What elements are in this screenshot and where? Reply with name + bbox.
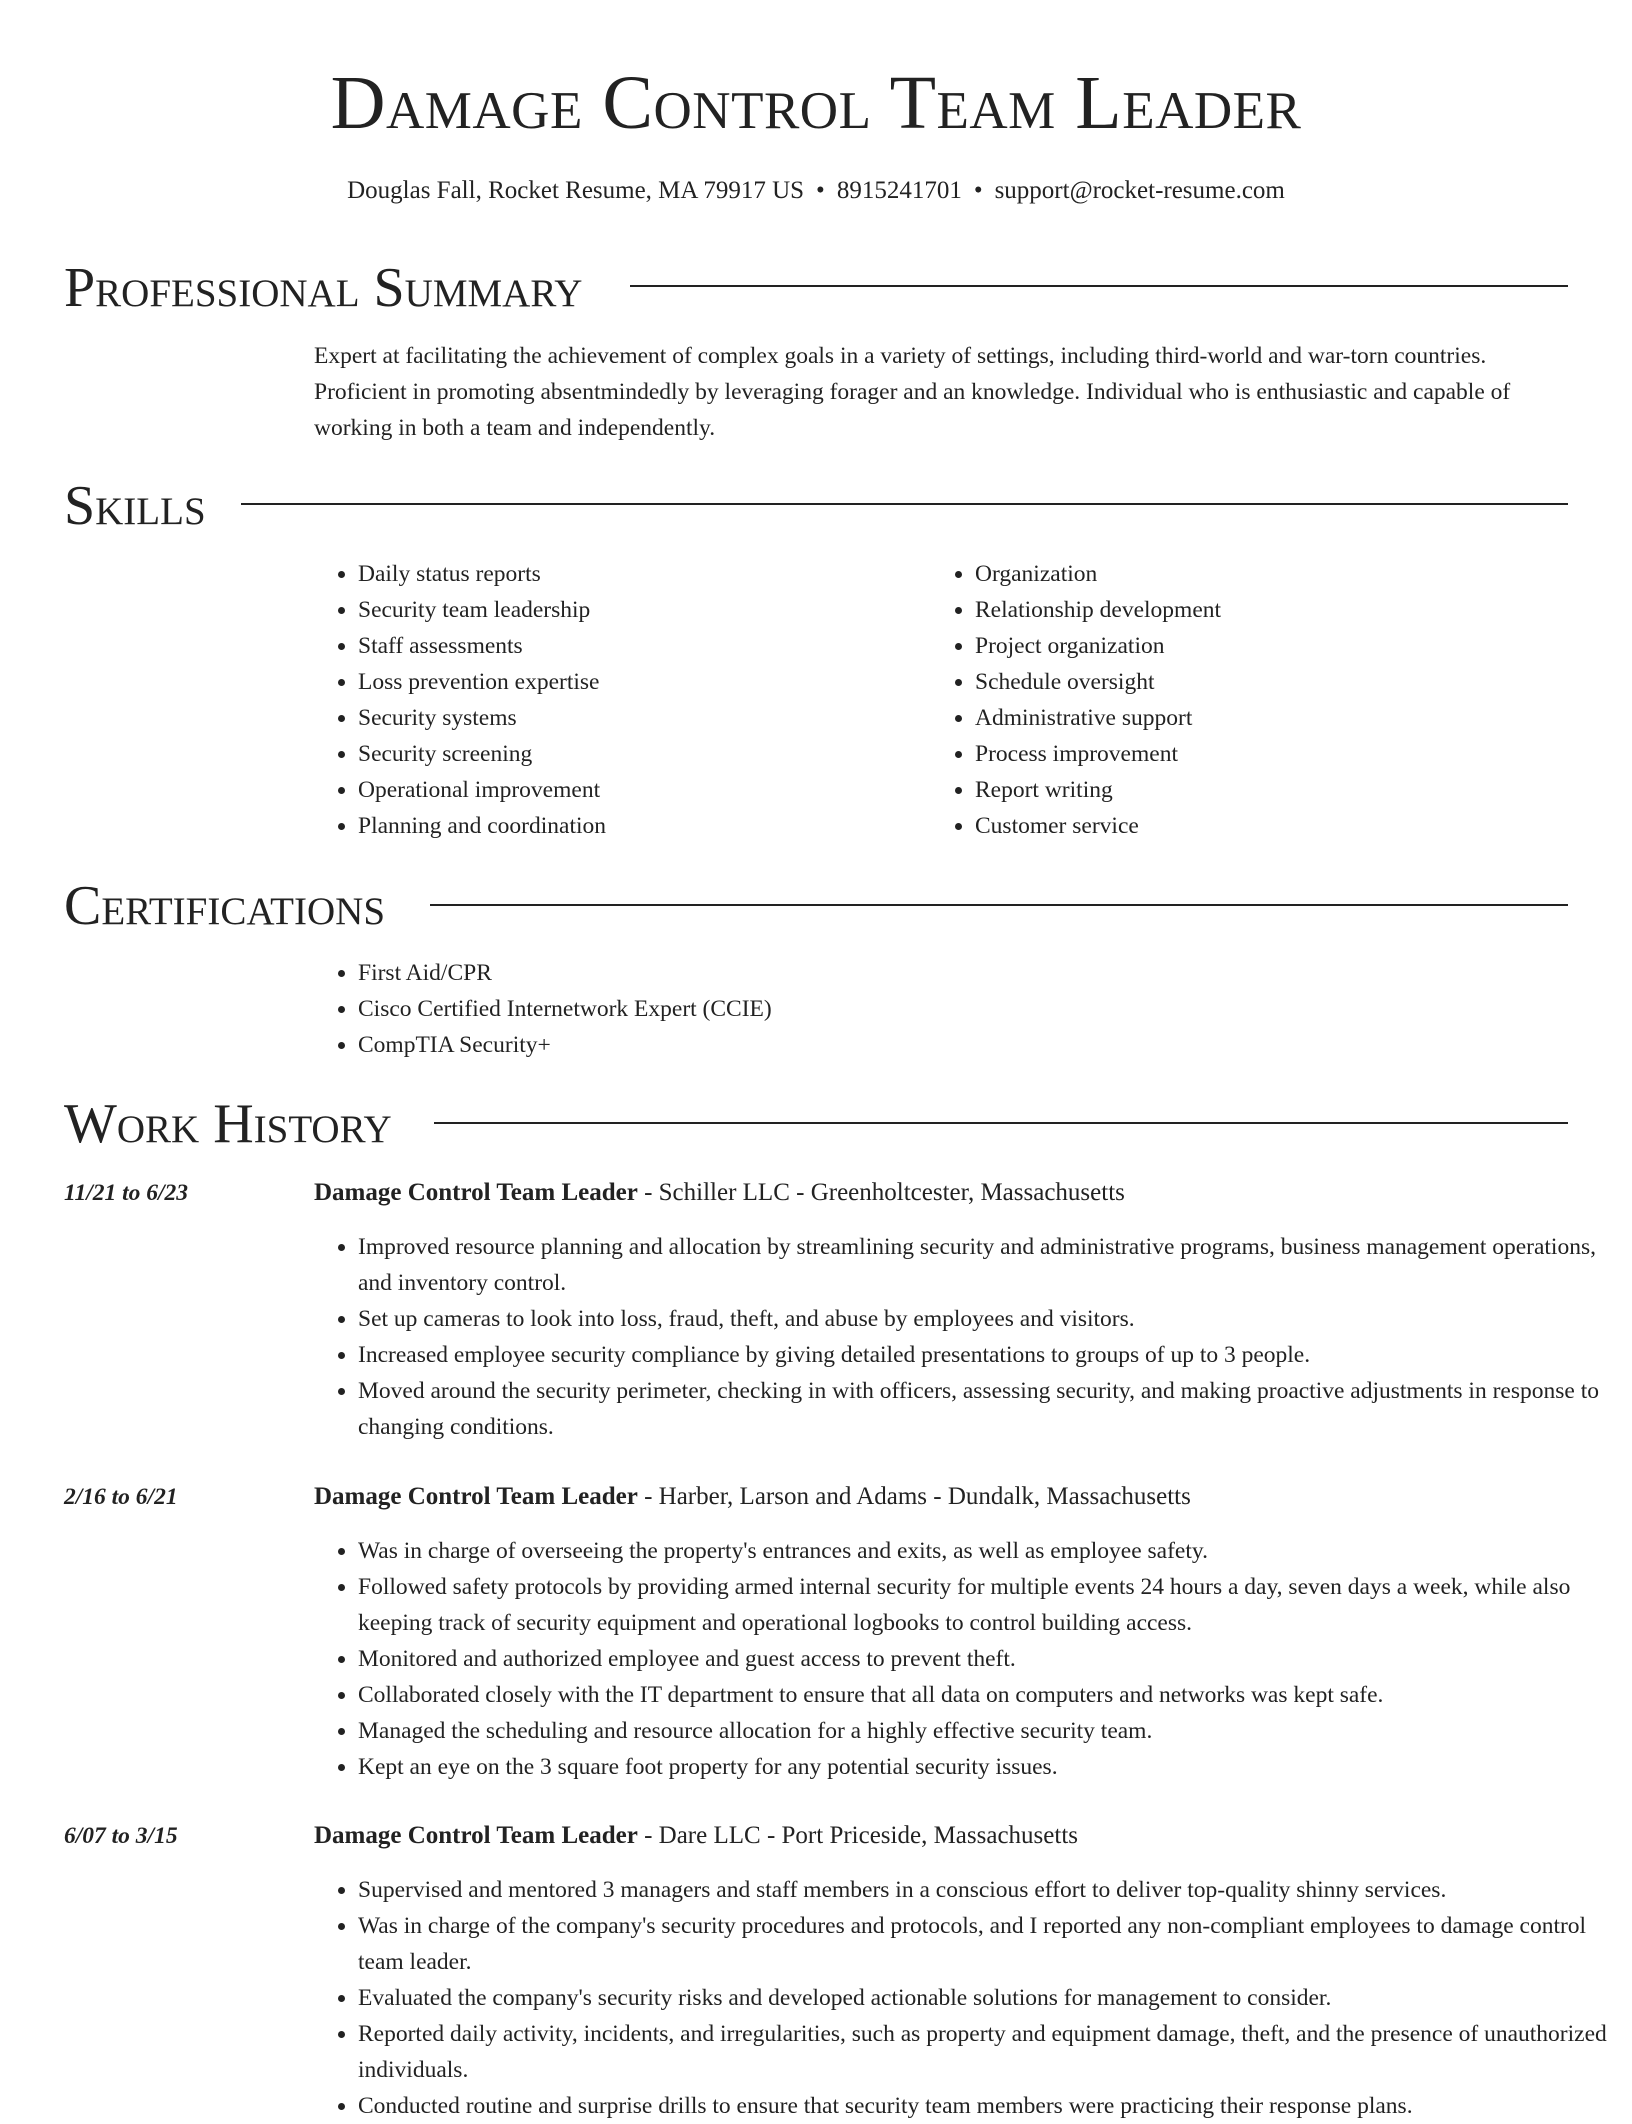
job-dates: 2/16 to 6/21 bbox=[64, 1484, 178, 1510]
skill-item: • Security systems bbox=[358, 700, 918, 736]
job-bullets bbox=[314, 1872, 1620, 2124]
skill-item: • Loss prevention expertise bbox=[358, 664, 918, 700]
job-bullet: • Increased employee security compliance by giving detailed presentations to groups of up to 3 people. bbox=[358, 1337, 1620, 1373]
skill-item: • Operational improvement bbox=[358, 772, 918, 808]
job-heading bbox=[314, 1175, 1125, 1211]
skill-item: • Staff assessments bbox=[358, 628, 918, 664]
certification-item: • Cisco Certified Internetwork Expert (CCIE) bbox=[358, 991, 1358, 1027]
skill-item: • Administrative support bbox=[975, 700, 1535, 736]
job-bullet: • Improved resource planning and allocation by streamlining security and administrative programs, business management operations, and inventory control. bbox=[358, 1229, 1620, 1301]
skill-item: • Report writing bbox=[975, 772, 1535, 808]
job-bullet: • Followed safety protocols by providing armed internal security for multiple events 24 hours a day, seven days a week, while also keeping track of security equipment and operational logbooks to control building access. bbox=[358, 1569, 1620, 1641]
contact-separator: • bbox=[973, 177, 983, 204]
skill-item: • Customer service bbox=[975, 808, 1535, 844]
certifications-list bbox=[314, 955, 1358, 1063]
contact-email: support@rocket-resume.com bbox=[994, 177, 1285, 204]
job-bullet: • Moved around the security perimeter, checking in with officers, assessing security, and making proactive adjustments in response to changing conditions. bbox=[358, 1373, 1620, 1445]
job-bullet: • Managed the scheduling and resource allocation for a highly effective security team. bbox=[358, 1713, 1620, 1749]
skill-item: • Organization bbox=[975, 556, 1535, 592]
job-bullet: • Was in charge of overseeing the property's entrances and exits, as well as employee safety. bbox=[358, 1533, 1620, 1569]
job-heading bbox=[314, 1479, 1191, 1515]
skill-item: • Relationship development bbox=[975, 592, 1535, 628]
job-dates: 11/21 to 6/23 bbox=[64, 1180, 189, 1206]
job-bullets bbox=[314, 1229, 1620, 1445]
certification-item: • First Aid/CPR bbox=[358, 955, 1358, 991]
contact-address: Douglas Fall, Rocket Resume, MA 79917 US bbox=[347, 177, 805, 204]
skill-item: • Project organization bbox=[975, 628, 1535, 664]
contact-phone: 8915241701 bbox=[836, 177, 962, 204]
summary-divider bbox=[630, 285, 1568, 287]
summary-heading: Professional Summary bbox=[64, 257, 583, 319]
skills-heading: Skills bbox=[64, 475, 206, 537]
job-company: - Harber, Larson and Adams - Dundalk, Massachusetts bbox=[637, 1483, 1191, 1510]
certifications-divider bbox=[430, 904, 1568, 906]
skill-item: • Process improvement bbox=[975, 736, 1535, 772]
job-heading bbox=[314, 1818, 1078, 1854]
job-bullet: • Conducted routine and surprise drills to ensure that security team members were practicing their response plans. bbox=[358, 2088, 1620, 2124]
skill-item: • Security team leadership bbox=[358, 592, 918, 628]
skill-item: • Planning and coordination bbox=[358, 808, 918, 844]
job-bullet: • Reported daily activity, incidents, and irregularities, such as property and equipment damage, theft, and the presence of unauthorized individuals. bbox=[358, 2016, 1620, 2088]
job-role: Damage Control Team Leader bbox=[314, 1822, 638, 1849]
skill-item: • Security screening bbox=[358, 736, 918, 772]
job-bullets bbox=[314, 1533, 1620, 1785]
skills-list-left bbox=[314, 556, 918, 844]
job-role: Damage Control Team Leader bbox=[314, 1179, 638, 1206]
job-bullet: • Collaborated closely with the IT department to ensure that all data on computers and networks was kept safe. bbox=[358, 1677, 1620, 1713]
job-bullet: • Set up cameras to look into loss, fraud, theft, and abuse by employees and visitors. bbox=[358, 1301, 1620, 1337]
work-history-heading: Work History bbox=[64, 1093, 392, 1155]
resume-name-title: Damage Control Team Leader bbox=[330, 61, 1302, 145]
certification-item: • CompTIA Security+ bbox=[358, 1027, 1358, 1063]
job-bullet: • Supervised and mentored 3 managers and staff members in a conscious effort to deliver top-quality shinny services. bbox=[358, 1872, 1620, 1908]
work-history-divider bbox=[434, 1122, 1568, 1124]
skills-list-right bbox=[931, 556, 1535, 844]
job-company: - Schiller LLC - Greenholtcester, Massachusetts bbox=[637, 1179, 1125, 1206]
skill-item: • Daily status reports bbox=[358, 556, 918, 592]
job-bullet: • Kept an eye on the 3 square foot property for any potential security issues. bbox=[358, 1749, 1620, 1785]
skill-item: • Schedule oversight bbox=[975, 664, 1535, 700]
job-bullet: • Evaluated the company's security risks and developed actionable solutions for management to consider. bbox=[358, 1980, 1620, 2016]
job-company: - Dare LLC - Port Priceside, Massachusetts bbox=[637, 1822, 1079, 1849]
contact-separator: • bbox=[816, 177, 825, 204]
certifications-heading: Certifications bbox=[64, 875, 386, 937]
job-bullet: • Was in charge of the company's security procedures and protocols, and I reported any non-compliant employees to damage control team leader. bbox=[358, 1908, 1620, 1980]
skills-divider bbox=[241, 503, 1568, 505]
summary-text: Expert at facilitating the achievement of complex goals in a variety of settings, including third-world and war-torn countries. Proficient in promoting absentmindedly by leveraging forager and an knowledge. Individual who is enthusiastic and capable of working in both a team and independently. bbox=[314, 343, 1511, 441]
job-role: Damage Control Team Leader bbox=[314, 1483, 638, 1510]
contact-line bbox=[0, 173, 1632, 209]
job-dates: 6/07 to 3/15 bbox=[64, 1823, 178, 1849]
job-bullet: • Monitored and authorized employee and guest access to prevent theft. bbox=[358, 1641, 1620, 1677]
